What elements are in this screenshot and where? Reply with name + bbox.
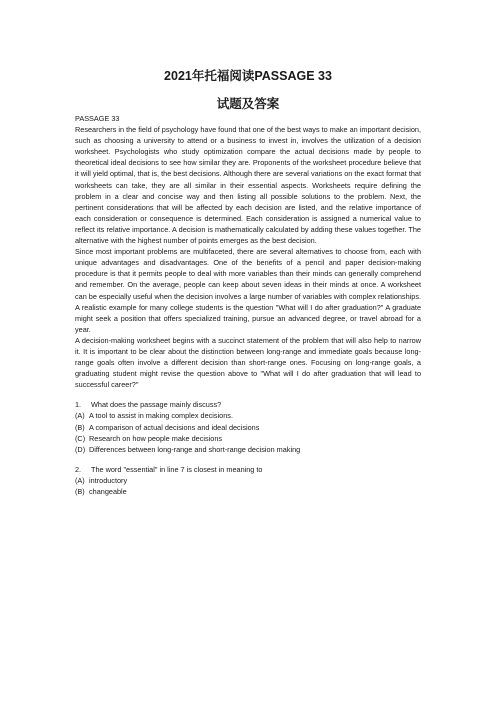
option-letter: (B) bbox=[75, 487, 85, 496]
question-2-stem bbox=[75, 464, 421, 475]
answer-option bbox=[75, 433, 421, 444]
answer-option bbox=[75, 422, 421, 433]
page-title: 2021年托福阅读PASSAGE 33 bbox=[164, 69, 332, 83]
question-text: The word "essential" in line 7 is closest in meaning to bbox=[91, 464, 263, 474]
question-number: 1. bbox=[75, 400, 82, 410]
option-text: introductory bbox=[89, 475, 128, 485]
option-text: changeable bbox=[89, 487, 127, 496]
question-number: 2. bbox=[75, 464, 82, 474]
question-text: What does the passage mainly discuss? bbox=[91, 400, 222, 410]
question-2 bbox=[75, 464, 421, 497]
answer-option bbox=[75, 475, 421, 486]
paragraph-2: Since most important problems are multifaceted, there are several alternatives to choose from, each with unique advantages and disadvantages. One of the benefits of a pencil and paper decision-making procedure is that it permits people to deal with more variables than their minds can generally comprehend and remember. On the average, people can keep about seven ideas in their minds at once. A worksheet can be especially useful when the decision involves a large number of variables with complex relationships. A realistic example for many college students is the question "What will I do after graduation?" A graduate might seek a position that offers specialized training, pursue an advanced degree, or travel abroad for a year. bbox=[75, 247, 421, 334]
option-letter: (A) bbox=[75, 411, 85, 421]
option-text: Research on how people make decisions bbox=[89, 433, 223, 443]
question-1-stem bbox=[75, 399, 421, 410]
answer-option bbox=[75, 410, 421, 421]
question-1 bbox=[75, 399, 421, 454]
document-body bbox=[75, 113, 421, 497]
option-letter: (D) bbox=[75, 444, 86, 454]
option-text: Differences between long-range and short-range decision making bbox=[89, 444, 301, 454]
answer-option bbox=[75, 486, 421, 497]
option-letter: (B) bbox=[75, 422, 85, 432]
paragraph-3: A decision-making worksheet begins with a succinct statement of the problem that will also help to narrow it. It is important to be clear about the distinction between long-range and immediate goals because long-range goals often involve a different decision than short-range ones. Focusing on long-range goals, a graduating student might revise the question above to "What will I do after graduation that will lead to successful career?" bbox=[75, 335, 421, 390]
answer-option bbox=[75, 444, 421, 455]
option-text: A tool to assist in making complex decisions. bbox=[89, 411, 233, 421]
option-letter: (A) bbox=[75, 475, 85, 485]
paragraph-1: Researchers in the field of psychology have found that one of the best ways to make an important decision, such as choosing a university to attend or a business to invest in, involves the utilization of a decision worksheet. Psychologists who study optimization compare the actual decisions made by people to theoretical ideal decisions to see how similar they are. Proponents of the worksheet procedure believe that it will yield optimal, that is, the best decisions. Although there are several variations on the exact format that worksheets can take, they are all similar in their essential aspects. Worksheets require defining the problem in a clear and concise way and then listing all possible solutions to the problem. Next, the pertinent considerations that will be affected by each decision are listed, and the relative importance of each consideration or consequence is determined. Each consideration is assigned a numerical value to reflect its relative importance. A decision is mathematically calculated by adding these values together. The alternative with the highest number of points emerges as the best decision. bbox=[75, 125, 421, 246]
page-subtitle: 试题及答案 bbox=[216, 97, 280, 111]
option-text: A comparison of actual decisions and ideal decisions bbox=[89, 422, 260, 432]
option-letter: (C) bbox=[75, 433, 86, 443]
passage-label: PASSAGE 33 bbox=[75, 114, 120, 123]
